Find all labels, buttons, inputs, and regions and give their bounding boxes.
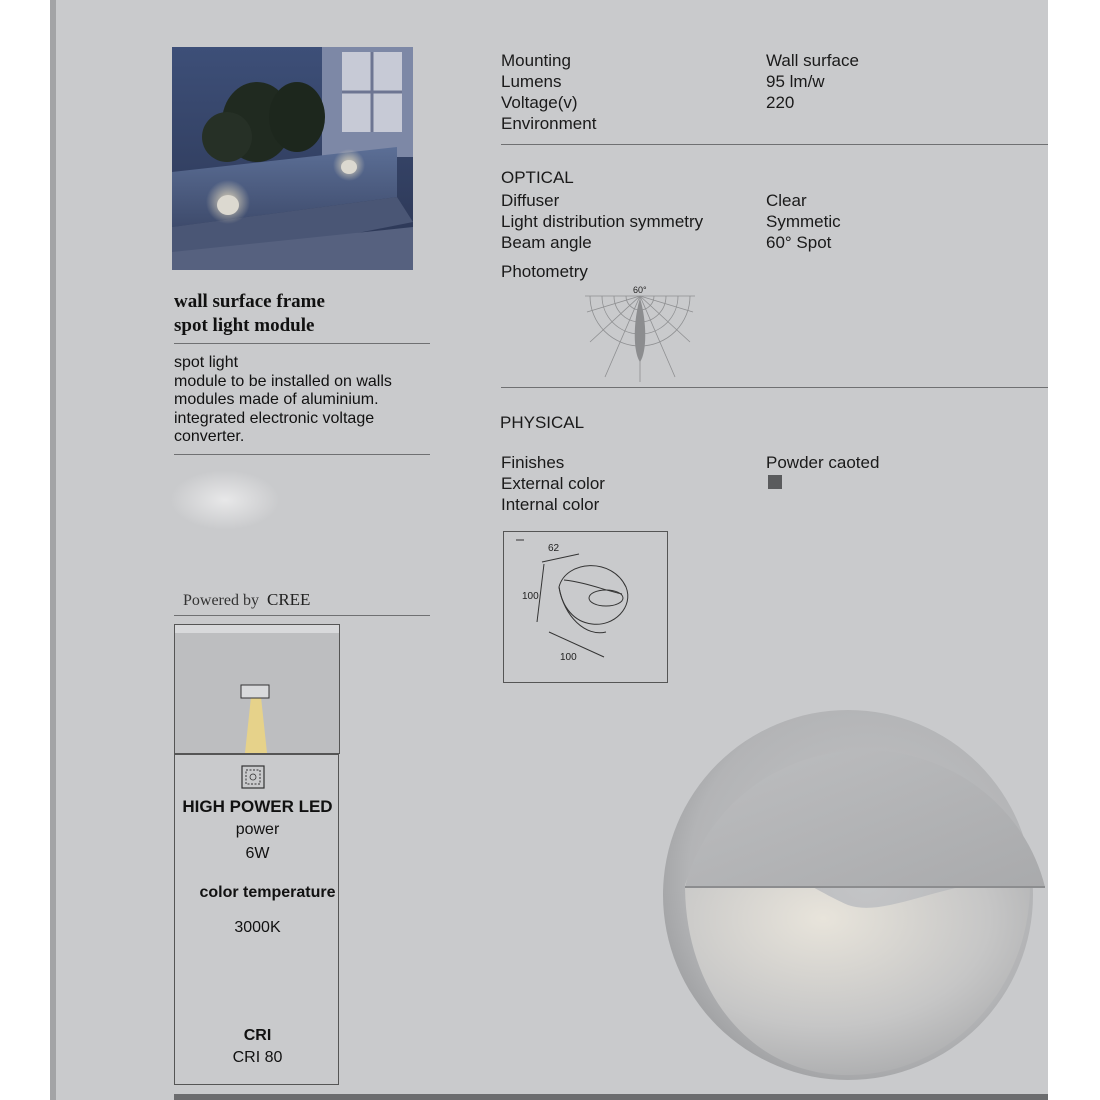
- product-photo: [172, 47, 413, 270]
- optical-value-diffuser: Clear: [766, 191, 807, 210]
- powered-by: [183, 590, 310, 610]
- powered-by-brand: CREE: [266, 590, 311, 609]
- power-value: 6W: [245, 845, 270, 862]
- led-spec-box: [174, 754, 339, 1085]
- external-color-swatch: [768, 475, 782, 489]
- physical-label-finishes: Finishes: [501, 453, 565, 472]
- powered-by-label: Powered by: [183, 592, 259, 609]
- photometry-label: Photometry: [501, 262, 588, 281]
- optical-label-symmetry: Light distribution symmetry: [501, 212, 704, 231]
- photometry-diagram: [585, 282, 695, 384]
- optical-value-symmetry: Symmetic: [766, 212, 841, 231]
- dim-height: 100: [522, 591, 539, 602]
- product-title-line2: spot light module: [174, 315, 315, 336]
- spec-label-voltage: Voltage(v): [501, 93, 578, 112]
- product-title: [174, 290, 325, 338]
- divider: [174, 343, 430, 344]
- led-illustration: [174, 624, 340, 754]
- optical-value-beam: 60° Spot: [766, 233, 832, 252]
- spec-label-environment: Environment: [501, 114, 597, 133]
- dim-depth: 100: [560, 652, 577, 663]
- spec-value-voltage: 220: [766, 93, 795, 112]
- cri-label: CRI: [243, 1027, 272, 1044]
- page-edge: [50, 0, 56, 1100]
- dim-width: 62: [548, 543, 560, 554]
- spec-label-mounting: Mounting: [501, 51, 571, 70]
- divider: [501, 387, 1048, 388]
- divider: [501, 144, 1048, 145]
- physical-heading: PHYSICAL: [500, 413, 585, 432]
- optical-heading: OPTICAL: [501, 168, 574, 187]
- divider: [174, 615, 430, 616]
- optical-label-beam: Beam angle: [501, 233, 592, 252]
- color-temp-label: color temperature: [199, 884, 336, 901]
- photometry-angle: 60°: [633, 285, 647, 295]
- physical-label-external-color: External color: [501, 474, 605, 493]
- led-chip-icon: [241, 765, 265, 789]
- dimension-drawing: [503, 531, 668, 683]
- spec-value-mounting: Wall surface: [766, 51, 859, 70]
- divider: [174, 454, 430, 455]
- product-description: spot light module to be installed on walls modules made of aluminium. integrated electronic voltage converter.: [174, 354, 392, 445]
- bottom-bar: [174, 1094, 1048, 1100]
- spec-value-lumens: 95 lm/w: [766, 72, 825, 91]
- color-temp-value: 3000K: [234, 919, 281, 936]
- physical-label-internal-color: Internal color: [501, 495, 600, 514]
- optical-label-diffuser: Diffuser: [501, 191, 560, 210]
- cri-value: CRI 80: [232, 1049, 283, 1066]
- power-label: power: [235, 821, 280, 838]
- physical-value-finishes: Powder caoted: [766, 453, 880, 472]
- spec-label-lumens: Lumens: [501, 72, 562, 91]
- product-title-line1: wall surface frame: [174, 291, 325, 312]
- blurred-area: [170, 470, 280, 530]
- lamp-render: [660, 690, 1055, 1090]
- led-type: HIGH POWER LED: [182, 797, 333, 816]
